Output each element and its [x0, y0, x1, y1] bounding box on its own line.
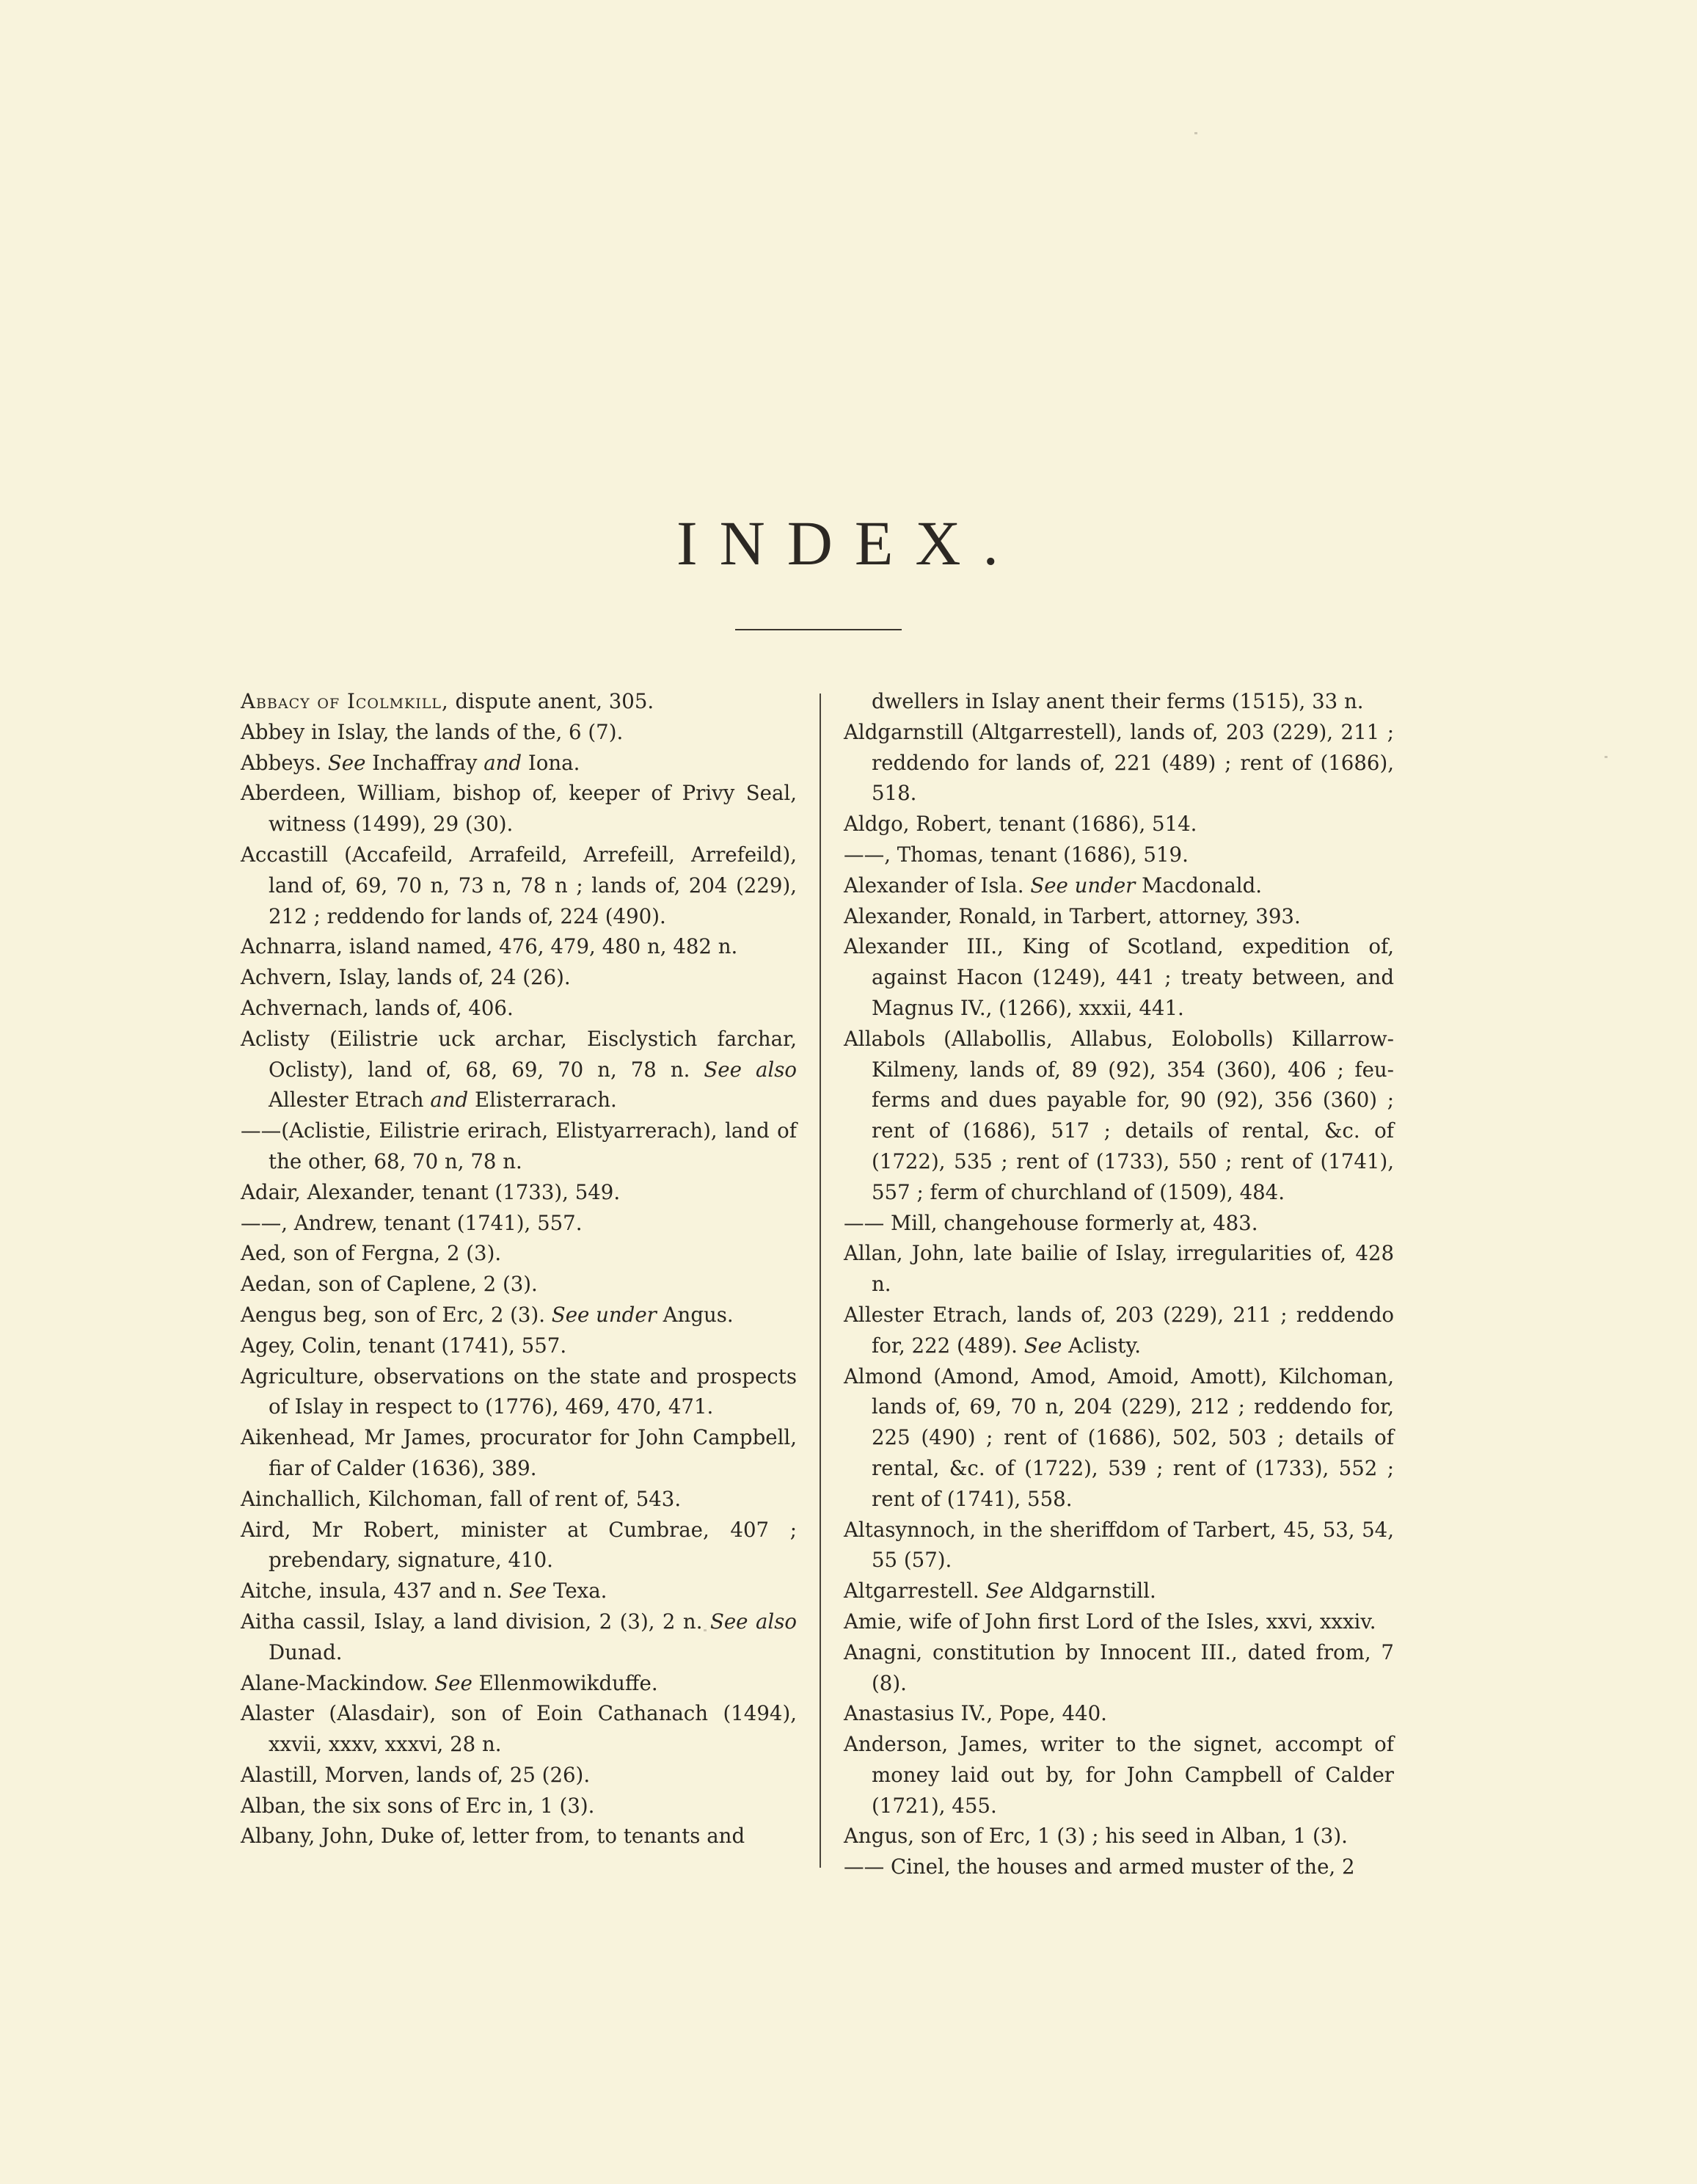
index-entry: [844, 1024, 1394, 1208]
index-entry: [241, 840, 797, 931]
index-entry: [241, 931, 797, 962]
entry-text: Achvernach, lands of, 406.: [241, 995, 514, 1020]
index-entry: [241, 1024, 797, 1115]
entry-text: Achnarra, island named, 476, 479, 480 n, 482 n.: [241, 934, 738, 959]
entry-text: Agey, Colin, tenant (1741), 557.: [241, 1333, 567, 1358]
entry-text: Aengus beg, son of Erc, 2 (3).: [241, 1302, 552, 1327]
index-entry: [241, 1331, 797, 1361]
index-entry: [844, 1637, 1394, 1699]
entry-text: Macdonald.: [1135, 873, 1263, 898]
conjunction: and: [430, 1088, 469, 1113]
index-entry: [241, 1115, 797, 1177]
index-entry: [844, 1698, 1394, 1729]
index-entry: [844, 1606, 1394, 1637]
see-reference: See: [1023, 1333, 1062, 1358]
index-entry: [844, 1361, 1394, 1515]
entry-text: Albany, John, Duke of, letter from, to tenants and: [241, 1824, 745, 1849]
index-entry: [844, 1300, 1394, 1361]
index-entry: [241, 1361, 797, 1423]
entry-text: Ainchallich, Kilchoman, fall of rent of, 543.: [241, 1486, 682, 1511]
column-divider: [820, 694, 821, 1868]
index-entry: [241, 1576, 797, 1606]
entry-text: Angus.: [656, 1302, 734, 1327]
entry-text: Dunad.: [269, 1639, 343, 1664]
entry-text: Abbeys.: [241, 750, 328, 775]
page-title: INDEX.: [676, 508, 1021, 578]
index-entry: [241, 993, 797, 1024]
entry-text: Anderson, James, writer to the signet, accompt of money laid out by, for John Campbell of Calder (1721), 455.: [844, 1732, 1394, 1818]
index-column-left: [241, 686, 797, 1852]
index-entry: [241, 1208, 797, 1239]
index-entry: [844, 1208, 1394, 1239]
entry-text: Elisterrarach.: [468, 1088, 617, 1113]
entry-text: Aitha cassil, Islay, a land division, 2 (3), 2 n.: [241, 1609, 710, 1634]
index-entry: [241, 1300, 797, 1331]
entry-text: Altgarrestell.: [844, 1579, 986, 1604]
entry-text: Allan, John, late bailie of Islay, irregularities of, 428 n.: [844, 1241, 1394, 1297]
index-entry: [241, 1606, 797, 1668]
entry-text: Anagni, constitution by Innocent III., dated from, 7 (8).: [844, 1639, 1394, 1695]
index-entry: [241, 686, 797, 717]
stray-mark: [1605, 756, 1607, 758]
entry-text: Adair, Alexander, tenant (1733), 549.: [241, 1179, 621, 1204]
see-reference: See: [434, 1670, 472, 1695]
see-reference: See under: [1030, 873, 1136, 898]
entry-text: Agriculture, observations on the state and prospects of Islay in respect to (1776), 469, 470, 471.: [241, 1364, 797, 1419]
index-entry: [241, 748, 797, 779]
see-reference: See also: [709, 1609, 797, 1634]
entry-text: Allester Etrach, lands of, 203 (229), 211 ; reddendo for, 222 (489).: [844, 1302, 1394, 1358]
entry-text: Allester Etrach: [269, 1088, 431, 1113]
entry-text: —— Cinel, the houses and armed muster of the, 2: [844, 1854, 1355, 1879]
index-entry: [844, 840, 1394, 870]
entry-text: Ellenmowikduffe.: [472, 1670, 658, 1695]
index-entry: [241, 1821, 797, 1852]
index-entry: [241, 1791, 797, 1821]
index-column-right: [844, 686, 1394, 1882]
index-entry: [241, 1269, 797, 1300]
entry-text: ——(Aclistie, Eilistrie erirach, Elistyarrerach), land of the other, 68, 70 n, 78 n.: [241, 1118, 797, 1173]
index-entry: [241, 717, 797, 748]
entry-text: dwellers in Islay anent their ferms (1515), 33 n.: [872, 689, 1364, 713]
entry-text: Alexander, Ronald, in Tarbert, attorney, 393.: [844, 903, 1301, 928]
index-entry: [241, 1484, 797, 1515]
entry-text: Anastasius IV., Pope, 440.: [844, 1701, 1107, 1726]
entry-text: Aclisty (Eilistrie uck archar, Eisclystich farchar, Oclisty), land of, 68, 69, 70 n, 78 n.: [241, 1026, 797, 1082]
entry-text: Alexander of Isla.: [844, 873, 1031, 898]
entry-text: Altasynnoch, in the sheriffdom of Tarbert, 45, 53, 54, 55 (57).: [844, 1517, 1394, 1573]
see-reference: See: [985, 1579, 1024, 1604]
entry-text: Amie, wife of John first Lord of the Isles, xxvi, xxxiv.: [844, 1609, 1376, 1634]
entry-text: Aldgarnstill (Altgarrestell), lands of, 203 (229), 211 ; reddendo for lands of, 221 (489) ; rent of (1686), 518.: [844, 719, 1394, 806]
index-entry: [241, 1238, 797, 1269]
entry-text: Allabols (Allabollis, Allabus, Eolobolls) Killarrow-Kilmeny, lands of, 89 (92), 354 (360), 406 ; feu-ferms and dues payable for, 90 (92), 356 (360) ; rent of (1686), 517 ; details of rental, &c. of (1722), 535 ; rent of (1733), 550 ; rent of (1741), 557 ; ferm of churchland of (1509), 484.: [844, 1026, 1394, 1204]
conjunction: and: [483, 750, 522, 775]
title-rule: [735, 629, 902, 630]
index-entry: [241, 1668, 797, 1699]
entry-text: Aird, Mr Robert, minister at Cumbrae, 407 ; prebendary, signature, 410.: [241, 1517, 797, 1573]
index-entry: [844, 931, 1394, 1023]
entry-text: Alban, the six sons of Erc in, 1 (3).: [241, 1793, 595, 1818]
entry-text: Aed, son of Fergna, 2 (3).: [241, 1241, 502, 1266]
entry-text: dispute anent, 305.: [448, 689, 654, 713]
stray-mark: [704, 1629, 707, 1631]
index-entry: [241, 962, 797, 993]
index-entry: [844, 809, 1394, 840]
entry-text: Alastill, Morven, lands of, 25 (26).: [241, 1762, 591, 1787]
entry-text: Aitche, insula, 437 and n.: [241, 1579, 509, 1604]
stray-mark: [1194, 132, 1197, 134]
entry-text: Achvern, Islay, lands of, 24 (26).: [241, 965, 571, 990]
see-reference: See: [327, 750, 366, 775]
entry-text: Alexander III., King of Scotland, expedition of, against Hacon (1249), 441 ; treaty between, and Magnus IV., (1266), xxxii, 441.: [844, 934, 1394, 1020]
entry-text: ——, Thomas, tenant (1686), 519.: [844, 842, 1189, 867]
index-entry: [844, 1515, 1394, 1576]
entry-text: —— Mill, changehouse formerly at, 483.: [844, 1210, 1258, 1235]
entry-text: Aberdeen, William, bishop of, keeper of Privy Seal, witness (1499), 29 (30).: [241, 781, 797, 837]
index-entry: [844, 686, 1394, 717]
entry-text: Aikenhead, Mr James, procurator for John Campbell, fiar of Calder (1636), 389.: [241, 1425, 797, 1480]
see-reference: See: [508, 1579, 547, 1604]
entry-text: Aclisty.: [1062, 1333, 1142, 1358]
index-entry: [844, 870, 1394, 901]
entry-text: Angus, son of Erc, 1 (3) ; his seed in Alban, 1 (3).: [844, 1824, 1348, 1849]
see-reference: See under: [551, 1302, 657, 1327]
index-entry: [844, 717, 1394, 809]
index-entry: [844, 901, 1394, 932]
entry-text: Alane-Mackindow.: [241, 1670, 435, 1695]
entry-text: Almond (Amond, Amod, Amoid, Amott), Kilchoman, lands of, 69, 70 n, 204 (229), 212 ; reddendo for, 225 (490) ; rent of (1686), 502, 503 ; details of rental, &c. of (1722), 539 ; rent of (1733), 552 ; rent of (1741), 558.: [844, 1364, 1394, 1511]
entry-text: Alaster (Alasdair), son of Eoin Cathanach (1494), xxvii, xxxv, xxxvi, 28 n.: [241, 1701, 797, 1757]
entry-text: ——, Andrew, tenant (1741), 557.: [241, 1210, 583, 1235]
index-entry: [241, 1422, 797, 1484]
index-entry: [844, 1821, 1394, 1852]
index-entry: [241, 1515, 797, 1576]
entry-text: Aedan, son of Caplene, 2 (3).: [241, 1272, 538, 1297]
entry-text: Texa.: [547, 1579, 607, 1604]
index-entry: [241, 1698, 797, 1760]
index-entry: [844, 1576, 1394, 1606]
entry-lead: Abbacy of Icolmkill,: [241, 689, 449, 713]
index-entry: [241, 778, 797, 840]
index-entry: [241, 1760, 797, 1791]
entry-text: Accastill (Accafeild, Arrafeild, Arrefeill, Arrefeild), land of, 69, 70 n, 73 n, 78 n ; lands of, 204 (229), 212 ; reddendo for lands of, 224 (490).: [241, 842, 797, 928]
index-entry: [844, 1729, 1394, 1821]
entry-text: Inchaffray: [365, 750, 484, 775]
entry-text: Aldgarnstill.: [1023, 1579, 1156, 1604]
index-entry: [844, 1238, 1394, 1300]
see-reference: See also: [704, 1057, 797, 1082]
entry-text: Abbey in Islay, the lands of the, 6 (7).: [241, 719, 624, 744]
entry-text: Aldgo, Robert, tenant (1686), 514.: [844, 812, 1197, 837]
entry-text: Iona.: [522, 750, 580, 775]
index-entry: [241, 1177, 797, 1208]
index-entry: [844, 1852, 1394, 1882]
